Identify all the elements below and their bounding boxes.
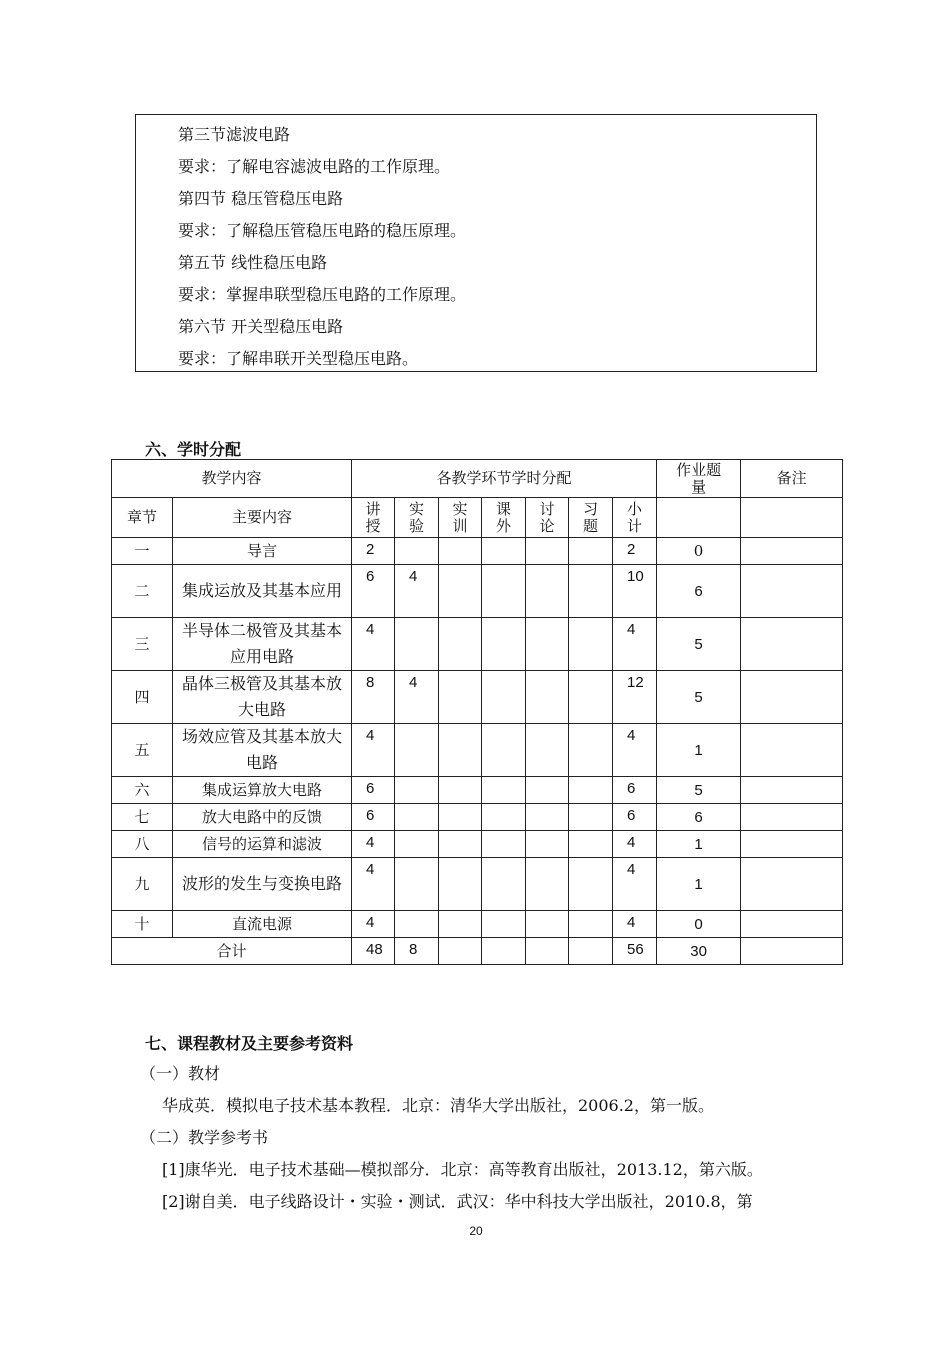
box-line: 第三节滤波电路 <box>178 125 291 144</box>
row-discussion <box>526 565 569 618</box>
row-discussion <box>526 777 569 804</box>
total-training <box>439 938 482 965</box>
row-lecture: 8 <box>352 671 395 724</box>
row-discussion <box>526 858 569 911</box>
row-subtotal: 12 <box>613 671 657 724</box>
row-homework: 6 <box>657 565 741 618</box>
total-discussion <box>526 938 569 965</box>
row-chapter: 九 <box>112 858 173 911</box>
hours-table <box>111 459 843 965</box>
row-chapter: 二 <box>112 565 173 618</box>
row-training <box>439 858 482 911</box>
row-note <box>741 618 843 671</box>
row-experiment <box>395 777 439 804</box>
header-content: 教学内容 <box>112 460 352 498</box>
row-homework: 6 <box>657 804 741 831</box>
row-note <box>741 858 843 911</box>
row-experiment: 4 <box>395 565 439 618</box>
header-chapter: 章节 <box>112 498 173 538</box>
row-lecture: 2 <box>352 538 395 565</box>
row-training <box>439 777 482 804</box>
table-row <box>112 804 843 831</box>
page-number: 20 <box>469 1224 483 1238</box>
row-subtotal: 4 <box>613 911 657 938</box>
total-homework: 30 <box>657 938 741 965</box>
box-line: 要求：了解电容滤波电路的工作原理。 <box>178 157 451 176</box>
row-subtotal: 6 <box>613 804 657 831</box>
row-extracurricular <box>482 724 526 777</box>
row-homework: 5 <box>657 671 741 724</box>
header-experiment: 实验 <box>395 498 439 538</box>
table-row <box>112 911 843 938</box>
row-discussion <box>526 911 569 938</box>
row-lecture: 4 <box>352 618 395 671</box>
row-exercise <box>569 804 613 831</box>
row-subtotal: 4 <box>613 831 657 858</box>
row-homework: 5 <box>657 618 741 671</box>
header-extracurricular: 课外 <box>482 498 526 538</box>
total-row <box>112 938 843 965</box>
header-homework: 作业题量 <box>657 460 741 498</box>
row-exercise <box>569 724 613 777</box>
row-exercise <box>569 831 613 858</box>
table-row <box>112 671 843 724</box>
row-training <box>439 831 482 858</box>
row-content: 波形的发生与变换电路 <box>173 858 352 911</box>
row-extracurricular <box>482 858 526 911</box>
row-note <box>741 538 843 565</box>
box-line: 要求：了解稳压管稳压电路的稳压原理。 <box>178 221 467 240</box>
row-extracurricular <box>482 671 526 724</box>
table-row <box>112 858 843 911</box>
box-line: 第六节 开关型稳压电路 <box>178 317 344 336</box>
row-chapter: 三 <box>112 618 173 671</box>
reference-2: [2]谢自美．电子线路设计・实验・测试．武汉：华中科技大学出版社，2010.8，第 <box>162 1192 753 1211</box>
total-label: 合计 <box>112 938 352 965</box>
reference-1: [1]康华光．电子技术基础—模拟部分．北京：高等教育出版社，2013.12，第六版。 <box>162 1160 763 1179</box>
row-subtotal: 4 <box>613 618 657 671</box>
total-extracurricular <box>482 938 526 965</box>
row-discussion <box>526 618 569 671</box>
row-note <box>741 565 843 618</box>
row-chapter: 十 <box>112 911 173 938</box>
row-extracurricular <box>482 911 526 938</box>
chapter-requirements-box <box>135 114 817 372</box>
row-exercise <box>569 538 613 565</box>
row-content: 直流电源 <box>173 911 352 938</box>
row-discussion <box>526 538 569 565</box>
row-content: 集成运放及其基本应用 <box>173 565 352 618</box>
row-lecture: 4 <box>352 858 395 911</box>
row-content: 半导体二极管及其基本应用电路 <box>173 618 352 671</box>
table-row <box>112 777 843 804</box>
box-line: 第五节 线性稳压电路 <box>178 253 328 272</box>
row-lecture: 4 <box>352 724 395 777</box>
row-subtotal: 2 <box>613 538 657 565</box>
row-note <box>741 671 843 724</box>
row-note <box>741 724 843 777</box>
row-training <box>439 911 482 938</box>
row-chapter: 六 <box>112 777 173 804</box>
header-discussion: 讨论 <box>526 498 569 538</box>
row-experiment <box>395 724 439 777</box>
references-heading: （二）教学参考书 <box>140 1128 269 1147</box>
row-homework: 0 <box>657 911 741 938</box>
row-training <box>439 724 482 777</box>
table-row <box>112 724 843 777</box>
row-chapter: 七 <box>112 804 173 831</box>
row-training <box>439 538 482 565</box>
header-note-empty <box>741 498 843 538</box>
row-experiment: 4 <box>395 671 439 724</box>
row-training <box>439 618 482 671</box>
row-exercise <box>569 858 613 911</box>
row-experiment <box>395 538 439 565</box>
row-experiment <box>395 911 439 938</box>
row-note <box>741 804 843 831</box>
row-homework: 5 <box>657 777 741 804</box>
row-extracurricular <box>482 565 526 618</box>
row-extracurricular <box>482 831 526 858</box>
row-lecture: 6 <box>352 565 395 618</box>
header-exercise: 习题 <box>569 498 613 538</box>
row-lecture: 6 <box>352 777 395 804</box>
row-experiment <box>395 804 439 831</box>
row-content: 放大电路中的反馈 <box>173 804 352 831</box>
row-homework: 1 <box>657 858 741 911</box>
table-row <box>112 538 843 565</box>
total-lecture: 48 <box>352 938 395 965</box>
row-homework: 1 <box>657 831 741 858</box>
table-row <box>112 565 843 618</box>
header-homework-empty <box>657 498 741 538</box>
box-line: 要求：了解串联开关型稳压电路。 <box>178 349 419 368</box>
row-experiment <box>395 858 439 911</box>
row-chapter: 五 <box>112 724 173 777</box>
row-note <box>741 777 843 804</box>
row-discussion <box>526 724 569 777</box>
row-extracurricular <box>482 804 526 831</box>
row-experiment <box>395 618 439 671</box>
total-note <box>741 938 843 965</box>
row-homework: 0 <box>657 538 741 565</box>
row-subtotal: 10 <box>613 565 657 618</box>
row-subtotal: 6 <box>613 777 657 804</box>
table-row <box>112 618 843 671</box>
row-lecture: 4 <box>352 831 395 858</box>
header-row-2 <box>112 498 843 538</box>
row-discussion <box>526 831 569 858</box>
row-chapter: 一 <box>112 538 173 565</box>
row-exercise <box>569 671 613 724</box>
textbook-entry: 华成英．模拟电子技术基本教程．北京：清华大学出版社，2006.2，第一版。 <box>162 1096 714 1115</box>
row-exercise <box>569 618 613 671</box>
row-exercise <box>569 911 613 938</box>
row-content: 导言 <box>173 538 352 565</box>
row-training <box>439 804 482 831</box>
row-lecture: 4 <box>352 911 395 938</box>
row-content: 信号的运算和滤波 <box>173 831 352 858</box>
row-subtotal: 4 <box>613 724 657 777</box>
table-row <box>112 831 843 858</box>
total-experiment: 8 <box>395 938 439 965</box>
header-distribution: 各教学环节学时分配 <box>352 460 657 498</box>
row-discussion <box>526 671 569 724</box>
box-line: 第四节 稳压管稳压电路 <box>178 189 344 208</box>
row-chapter: 八 <box>112 831 173 858</box>
section-7-title: 七、课程教材及主要参考资料 <box>145 1034 354 1053</box>
header-lecture: 讲授 <box>352 498 395 538</box>
row-discussion <box>526 804 569 831</box>
header-note: 备注 <box>741 460 843 498</box>
total-subtotal: 56 <box>613 938 657 965</box>
header-row-1 <box>112 460 843 498</box>
row-exercise <box>569 565 613 618</box>
row-extracurricular <box>482 618 526 671</box>
header-subtotal: 小计 <box>613 498 657 538</box>
textbook-heading: （一）教材 <box>140 1064 221 1083</box>
row-training <box>439 565 482 618</box>
total-exercise <box>569 938 613 965</box>
row-note <box>741 831 843 858</box>
row-exercise <box>569 777 613 804</box>
row-content: 集成运算放大电路 <box>173 777 352 804</box>
section-6-title: 六、学时分配 <box>145 440 242 459</box>
row-training <box>439 671 482 724</box>
header-training: 实训 <box>439 498 482 538</box>
row-chapter: 四 <box>112 671 173 724</box>
row-experiment <box>395 831 439 858</box>
row-content: 晶体三极管及其基本放大电路 <box>173 671 352 724</box>
row-extracurricular <box>482 777 526 804</box>
box-line: 要求：掌握串联型稳压电路的工作原理。 <box>178 285 467 304</box>
header-main-content: 主要内容 <box>173 498 352 538</box>
row-subtotal: 4 <box>613 858 657 911</box>
row-extracurricular <box>482 538 526 565</box>
row-lecture: 6 <box>352 804 395 831</box>
row-note <box>741 911 843 938</box>
row-homework: 1 <box>657 724 741 777</box>
row-content: 场效应管及其基本放大电路 <box>173 724 352 777</box>
